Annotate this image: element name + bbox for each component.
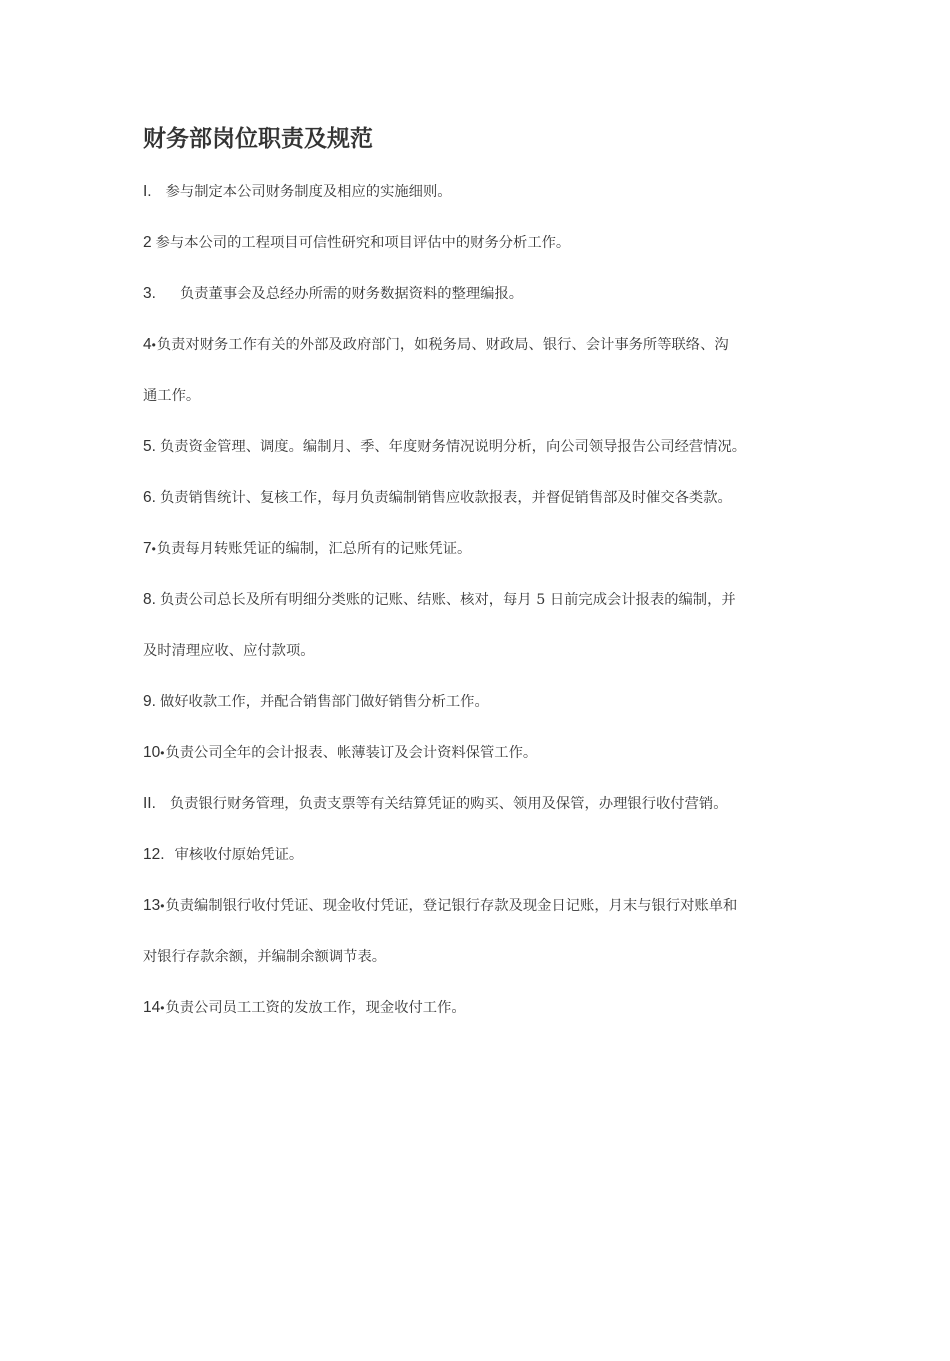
list-item bbox=[143, 484, 823, 535]
list-item bbox=[143, 178, 823, 229]
item-number: 14 bbox=[143, 999, 161, 1016]
item-number: 13 bbox=[143, 897, 161, 914]
item-text: 参与制定本公司财务制度及相应的实施细则。 bbox=[165, 184, 452, 200]
item-number: 9. bbox=[143, 693, 156, 710]
item-number: 7 bbox=[143, 540, 152, 557]
list-item bbox=[143, 841, 823, 892]
item-text: 负责资金管理、调度。编制月、季、年度财务情况说明分析，向公司领导报告公司经营情况。 bbox=[159, 439, 747, 455]
item-number: I. bbox=[143, 183, 152, 200]
list-item bbox=[143, 739, 823, 790]
item-number: 3. bbox=[143, 285, 156, 302]
list-item-continuation bbox=[143, 382, 823, 433]
item-number: 4 bbox=[143, 336, 152, 353]
list-item bbox=[143, 688, 823, 739]
list-item bbox=[143, 994, 823, 1045]
item-text: 负责公司全年的会计报表、帐薄装订及会计资料保管工作。 bbox=[165, 745, 538, 761]
item-text: 做好收款工作，并配合销售部门做好销售分析工作。 bbox=[159, 694, 489, 710]
list-item bbox=[143, 535, 823, 586]
item-text: 负责董事会及总经办所需的财务数据资料的整理编报。 bbox=[179, 286, 524, 302]
list-item-continuation bbox=[143, 943, 823, 994]
item-text: 负责公司员工工资的发放工作，现金收付工作。 bbox=[165, 1000, 466, 1016]
list-item bbox=[143, 790, 823, 841]
item-text: 对银行存款余额，并编制余额调节表。 bbox=[143, 949, 387, 965]
item-text: 负责公司总长及所有明细分类账的记账、结账、核对，每月 5 日前完成会计报表的编制，并 bbox=[159, 592, 736, 608]
list-item bbox=[143, 229, 823, 280]
item-number: 6. bbox=[143, 489, 156, 506]
list-item bbox=[143, 892, 823, 943]
item-text: 负责每月转账凭证的编制，汇总所有的记账凭证。 bbox=[156, 541, 472, 557]
item-number: 8. bbox=[143, 591, 156, 608]
item-number: 10 bbox=[143, 744, 161, 761]
item-text: 负责编制银行收付凭证、现金收付凭证，登记银行存款及现金日记账，月末与银行对账单和 bbox=[165, 898, 738, 914]
item-number: 5. bbox=[143, 438, 156, 455]
item-text: 负责银行财务管理，负责支票等有关结算凭证的购买、领用及保管，办理银行收付营销。 bbox=[169, 796, 728, 812]
item-number: II. bbox=[143, 795, 156, 812]
bullet-mark: • bbox=[160, 899, 165, 913]
item-text: 审核收付原始凭证。 bbox=[174, 847, 304, 863]
list-item bbox=[143, 433, 823, 484]
duty-list bbox=[143, 178, 823, 1045]
list-item-continuation bbox=[143, 637, 823, 688]
item-number: 12. bbox=[143, 846, 165, 863]
bullet-mark: • bbox=[151, 338, 156, 352]
item-text: 参与本公司的工程项目可信性研究和项目评估中的财务分析工作。 bbox=[155, 235, 571, 251]
bullet-mark: • bbox=[160, 1001, 165, 1015]
item-text: 及时清理应收、应付款项。 bbox=[143, 643, 315, 659]
list-item bbox=[143, 280, 823, 331]
bullet-mark: • bbox=[151, 542, 156, 556]
list-item bbox=[143, 331, 823, 382]
item-text: 通工作。 bbox=[143, 388, 201, 404]
list-item bbox=[143, 586, 823, 637]
document-title: 财务部岗位职责及规范 bbox=[143, 126, 373, 152]
bullet-mark: • bbox=[160, 746, 165, 760]
item-number: 2 bbox=[143, 234, 152, 251]
item-text: 负责销售统计、复核工作，每月负责编制销售应收款报表，并督促销售部及时催交各类款。 bbox=[159, 490, 732, 506]
item-text: 负责对财务工作有关的外部及政府部门，如税务局、财政局、银行、会计事务所等联络、沟 bbox=[156, 337, 729, 353]
